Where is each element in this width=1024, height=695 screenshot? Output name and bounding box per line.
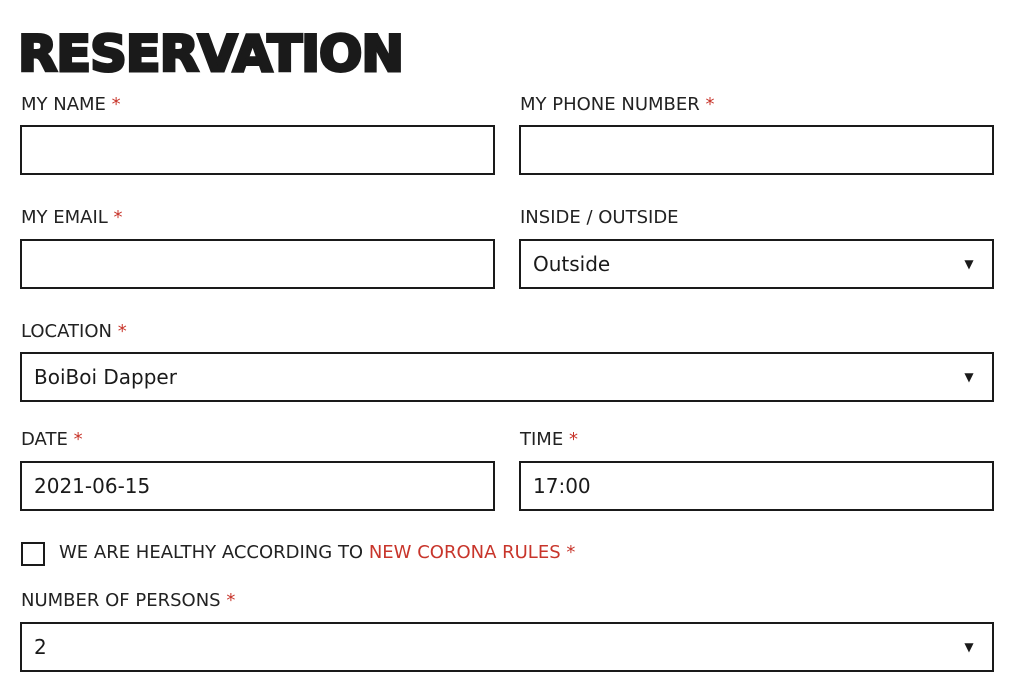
location-select-value: BoiBoi Dapper [34, 365, 177, 389]
persons-select[interactable] [20, 622, 994, 672]
phone-input[interactable] [519, 125, 994, 175]
email-label-text: MY EMAIL [21, 207, 108, 228]
email-label [21, 207, 123, 229]
location-select[interactable] [20, 352, 994, 402]
seating-select[interactable] [519, 239, 994, 289]
time-input[interactable] [519, 461, 994, 511]
required-marker: * [73, 429, 83, 450]
health-checkbox-text: WE ARE HEALTHY ACCORDING TO [59, 542, 364, 563]
name-label-text: MY NAME [21, 94, 106, 115]
required-marker: * [566, 542, 576, 563]
required-marker: * [568, 429, 578, 450]
date-label [21, 429, 83, 451]
location-label [21, 321, 127, 343]
page-title: RESERVATION [18, 25, 404, 83]
health-checkbox[interactable] [21, 542, 45, 566]
persons-label [21, 590, 235, 612]
seating-select-value: Outside [533, 252, 611, 276]
date-input[interactable] [20, 461, 495, 511]
seating-label-text: INSIDE / OUTSIDE [520, 207, 679, 228]
date-label-text: DATE [21, 429, 68, 450]
persons-select-value: 2 [34, 635, 47, 659]
chevron-down-icon: ▼ [964, 640, 974, 654]
name-label [21, 94, 121, 116]
phone-label [520, 94, 715, 116]
email-input[interactable] [20, 239, 495, 289]
required-marker: * [226, 590, 236, 611]
time-label-text: TIME [520, 429, 564, 450]
persons-label-text: NUMBER OF PERSONS [21, 590, 221, 611]
required-marker: * [117, 321, 127, 342]
location-label-text: LOCATION [21, 321, 112, 342]
corona-rules-link[interactable]: NEW CORONA RULES [368, 542, 561, 563]
name-input[interactable] [20, 125, 495, 175]
chevron-down-icon: ▼ [964, 257, 974, 271]
time-label [520, 429, 578, 451]
required-marker: * [111, 94, 121, 115]
chevron-down-icon: ▼ [964, 370, 974, 384]
seating-label [520, 207, 679, 229]
required-marker: * [705, 94, 715, 115]
health-checkbox-label [59, 542, 575, 564]
required-marker: * [113, 207, 123, 228]
phone-label-text: MY PHONE NUMBER [520, 94, 700, 115]
